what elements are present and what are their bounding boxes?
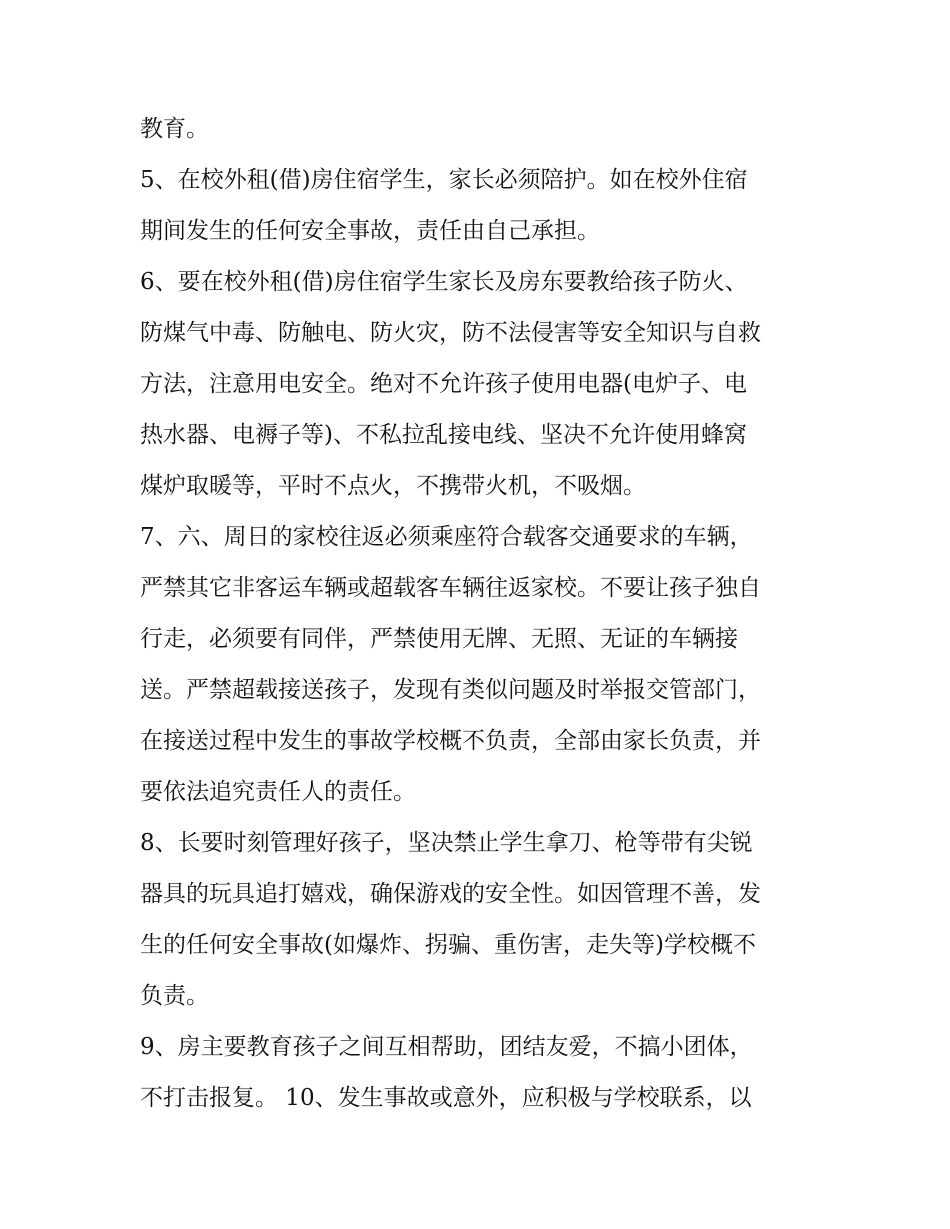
text-line: 7、六、周日的家校往返必须乘座符合载客交通要求的车辆，	[140, 524, 753, 550]
text-line: 煤炉取暖等，平时不点火，不携带火机，不吸烟。	[140, 473, 646, 499]
text-line: 要依法追究责任人的责任。	[140, 779, 416, 805]
document-body	[140, 104, 820, 1124]
text-line: 8、长要时刻管理好孩子，坚决禁止学生拿刀、枪等带有尖锐	[140, 830, 753, 856]
text-line: 送。严禁超载接送孩子，发现有类似问题及时举报交管部门，	[140, 677, 761, 703]
text-line: 负责。	[140, 983, 209, 1009]
text-line: 生的任何安全事故(如爆炸、拐骗、重伤害，走失等)学校概不	[140, 932, 756, 958]
text-line: 期间发生的任何安全事故，责任由自己承担。	[140, 218, 600, 244]
text-line: 不打击报复。 10、发生事故或意外，应积极与学校联系，以	[140, 1085, 752, 1111]
text-line: 方法，注意用电安全。绝对不允许孩子使用电器(电炉子、电	[140, 371, 747, 397]
text-line: 在接送过程中发生的事故学校概不负责，全部由家长负责，并	[140, 728, 761, 754]
text-line: 6、要在校外租(借)房住宿学生家长及房东要教给孩子防火、	[140, 269, 748, 295]
text-line: 器具的玩具追打嬉戏，确保游戏的安全性。如因管理不善，发	[140, 881, 761, 907]
text-line: 9、房主要教育孩子之间互相帮助，团结友爱，不搞小团体，	[140, 1034, 753, 1060]
text-line: 严禁其它非客运车辆或超载客车辆往返家校。不要让孩子独自	[140, 575, 761, 601]
text-line: 5、在校外租(借)房住宿学生，家长必须陪护。如在校外住宿	[140, 167, 748, 193]
text-line: 教育。	[140, 116, 209, 142]
text-line: 热水器、电褥子等)、不私拉乱接电线、坚决不允许使用蜂窝	[140, 422, 747, 448]
text-line: 防煤气中毒、防触电、防火灾，防不法侵害等安全知识与自救	[140, 320, 761, 346]
text-line: 行走，必须要有同伴，严禁使用无牌、无照、无证的车辆接	[140, 626, 738, 652]
